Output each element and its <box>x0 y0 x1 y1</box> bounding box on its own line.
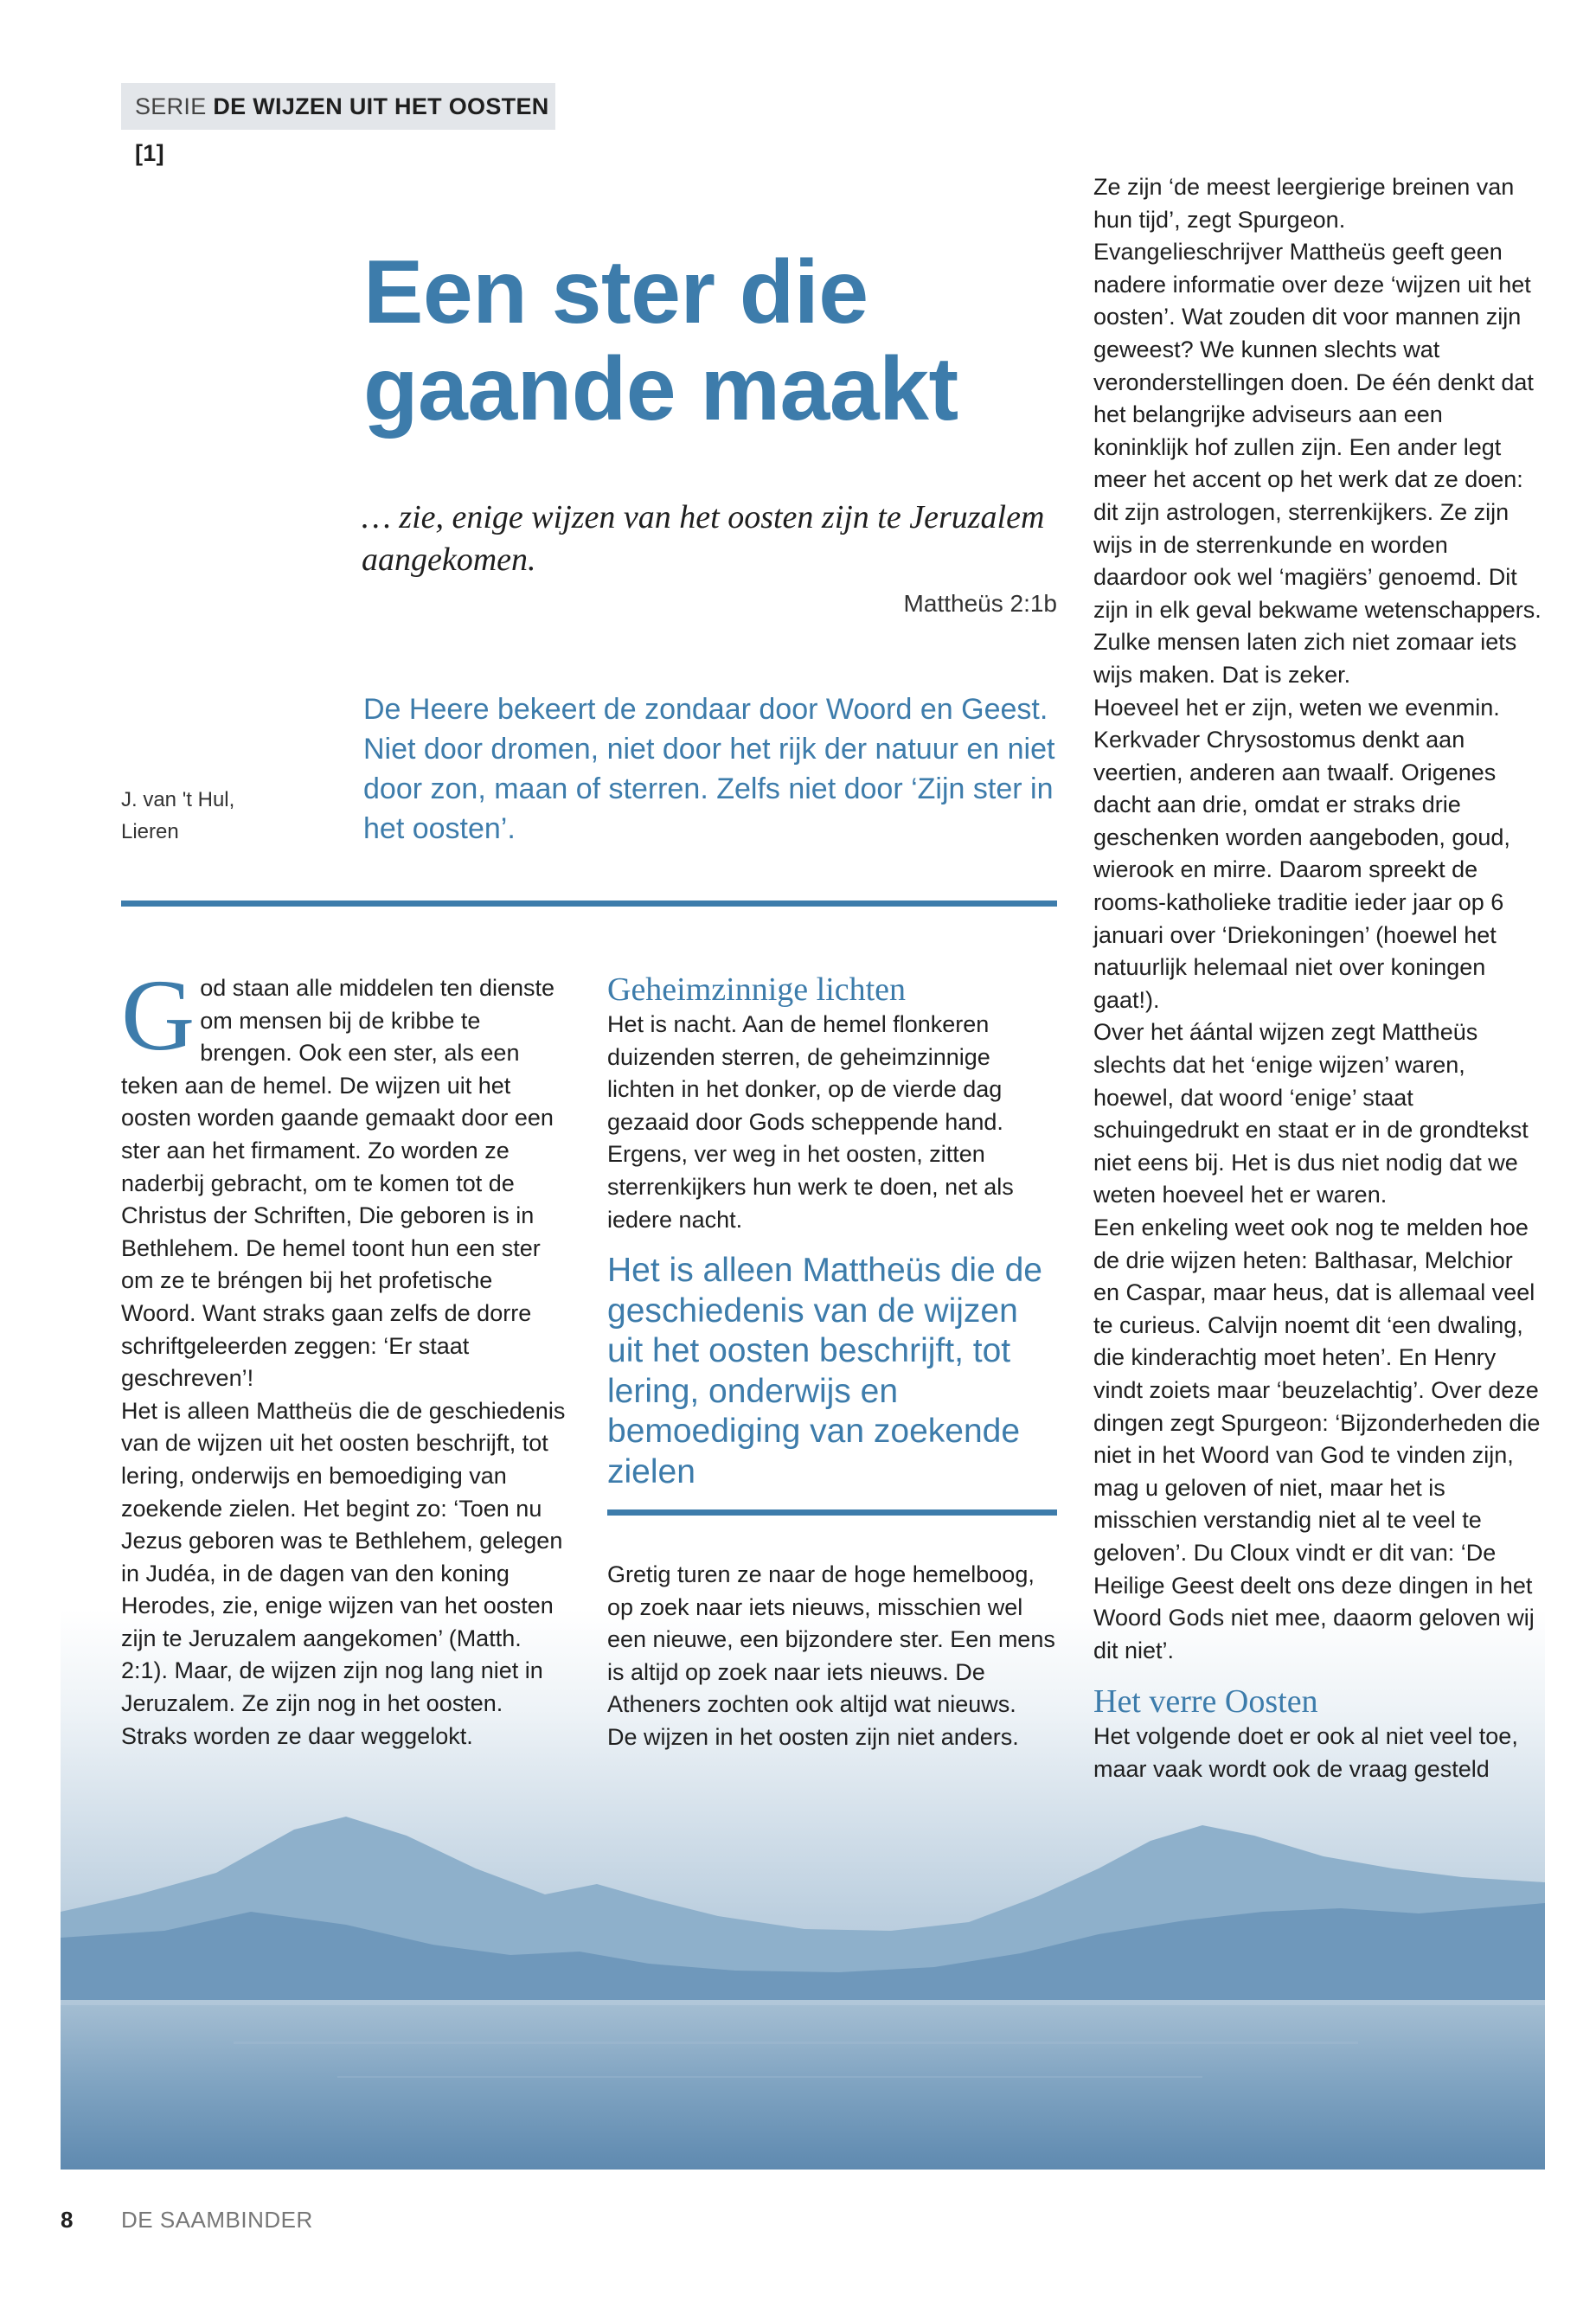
col2-paragraph-2: Gretig turen ze naar de hoge hemelboog, op zoek naar iets nieuws, misschien wel een nieuwe, een bijzondere ster. Een mens is altijd op zoek naar iets nieuws. De Atheners zochten ook altijd wat nieuws. <box>607 1561 1055 1718</box>
col3-paragraph-4: Over het áántal wijzen zegt Mattheüs slechts dat het ‘enige wijzen’ waren, hoewel, dat woord ‘enige’ staat schuingedrukt en staat er in de grondtekst niet eens bij. Het is dus niet nodig dat we weten hoeveel het er waren. <box>1093 1019 1529 1208</box>
magazine-name: DE SAAMBINDER <box>121 2207 313 2233</box>
page-number: 8 <box>61 2207 74 2233</box>
column-3 <box>1093 171 1543 1786</box>
quote-reference: Mattheüs 2:1b <box>903 590 1057 617</box>
title-line-2: gaande maakt <box>363 339 958 439</box>
col3-paragraph-1: Ze zijn ‘de meest leergierige breinen van hun tijd’, zegt Spurgeon. <box>1093 174 1515 233</box>
col2-paragraph-3: De wijzen in het oosten zijn niet anders. <box>607 1723 1019 1750</box>
author-name: J. van 't Hul, <box>121 788 235 811</box>
header-divider <box>121 901 1057 907</box>
bible-quote: … zie, enige wijzen van het oosten zijn te Jeruzalem aangekomen. <box>362 499 1045 578</box>
article-title <box>363 244 1055 438</box>
col3-paragraph-2: Evangelieschrijver Mattheüs geeft geen nadere informatie over deze ‘wijzen uit het oosten’. Wat zouden dit voor mannen zijn geweest? We kunnen slechts wat veronderstellingen doen. De één denkt dat het belangrijke adviseurs aan een koninklijk hof zullen zijn. Een ander legt meer het accent op het werk dat ze doen: dit zijn astrologen, sterrenkijkers. Ze zijn wijs in de sterrenkunde en worden daardoor ook wel ‘magiërs’ genoemd. Dit zijn in elk geval bekwame wetenschappers. Zulke mensen laten zich niet zomaar iets wijs maken. Dat is zeker. <box>1093 239 1542 688</box>
col1-paragraph-2: Het is alleen Mattheüs die de geschiedenis van de wijzen uit het oosten beschrijft, tot lering, onderwijs en bemoediging van zoekende zielen. Het begint zo: ‘Toen nu Jezus geboren was te Bethlehem, gelegen in Judéa, in de dagen van den koning Herodes, zie, enige wijzen van het oosten zijn te Jeruzalem aangekomen’ (Matth. 2:1). Maar, de wijzen zijn nog lang niet in Jeruzalem. Ze zijn nog in het oosten. Straks worden ze daar weggelokt. <box>121 1397 566 1749</box>
article-intro: De Heere bekeert de zondaar door Woord en Geest. Niet door dromen, niet door het rijk der natuur en niet door zon, maan of sterren. Zelfs niet door ‘Zijn ster in het oosten’. <box>363 693 1055 845</box>
subheading-geheimzinnige-lichten: Geheimzinnige lichten <box>607 971 907 1008</box>
col1-paragraph-1: od staan alle middelen ten dienste om mensen bij de kribbe te brengen. Ook een ster, als een teken aan de hemel. De wijzen uit het oosten worden gaande gemaakt door een ster aan het firmament. Zo worden ze naderbij gebracht, om te komen tot de Christus der Schriften, Die geboren is in Bethlehem. De hemel toont hun een ster om ze te bréngen bij het profetische Woord. Want straks gaan zelfs de dorre schriftgeleerden zeggen: ‘Er staat geschreven’! <box>121 975 555 1392</box>
column-2-top <box>607 971 1057 1236</box>
author-byline <box>121 784 294 848</box>
series-title: DE WIJZEN UIT HET OOSTEN [1] <box>135 93 549 166</box>
col3-paragraph-5: Een enkeling weet ook nog te melden hoe de drie wijzen heten: Balthasar, Melchior en Caspar, maar heus, dat is allemaal veel te curieus. Calvijn noemt dit ‘een dwaling, die kinderachtig moet heten’. En Henry vindt zoiets maar ‘beuzelachtig’. Over deze dingen zegt Spurgeon: ‘Bijzonderheden die niet in het Woord van God te vinden zijn, mag u geloven of niet, maar het is misschien verstandig niet al te veel te geloven’. Du Cloux vindt er dit van: ‘De Heilige Geest deelt ons deze dingen in het Woord Gods niet mee, daaorm geloven wij dit niet’. <box>1093 1215 1541 1663</box>
subheading-het-verre-oosten: Het verre Oosten <box>1093 1683 1318 1721</box>
series-label <box>121 83 555 166</box>
column-2-bottom <box>607 1559 1057 1754</box>
column-1 <box>121 958 571 1753</box>
pull-quote-divider <box>607 1509 1057 1516</box>
title-line-1: Een ster die <box>363 242 869 343</box>
col3-paragraph-6: Het volgende doet er ook al niet veel toe, maar vaak wordt ook de vraag gesteld <box>1093 1723 1518 1782</box>
col3-paragraph-3: Hoeveel het er zijn, weten we evenmin. Kerkvader Chrysostomus denkt aan veertien, anderen aan twaalf. Origenes dacht aan drie, omdat er straks drie geschenken worden aangeboden, goud, wierook en mirre. Daarom spreekt de rooms-katholieke traditie ieder jaar op 6 januari over ‘Driekoningen’ (hoewel het natuurlijk helemaal niet over koningen gaat!). <box>1093 694 1510 1013</box>
series-prefix: SERIE <box>135 93 214 119</box>
drop-cap: G <box>121 958 195 1072</box>
pull-quote: Het is alleen Mattheüs die de geschiedenis van de wijzen uit het oosten beschrijft, tot lering, onderwijs en bemoediging van zoekende zielen <box>607 1252 1042 1490</box>
author-place: Lieren <box>121 820 179 843</box>
col2-paragraph-1: Het is nacht. Aan de hemel flonkeren duizenden sterren, de geheimzinnige lichten in het donker, op de vierde dag gezaaid door Gods scheppende hand. Ergens, ver weg in het oosten, zitten sterrenkijkers hun werk te doen, net als iedere nacht. <box>607 1011 1014 1233</box>
